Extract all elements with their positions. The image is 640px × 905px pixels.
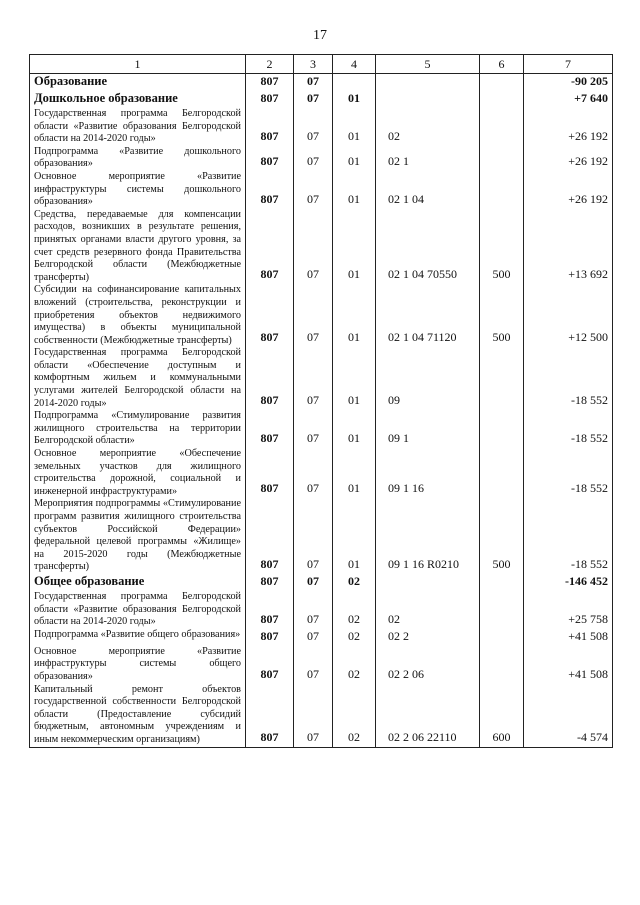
row-chapter: 807: [246, 629, 294, 646]
row-expense-type: 500: [480, 284, 524, 347]
row-target-article: 09 1 16: [376, 448, 480, 498]
row-section: 07: [294, 410, 333, 448]
page-number: 17: [313, 28, 327, 43]
row-expense-type: [480, 410, 524, 448]
budget-table: [29, 54, 613, 748]
row-amount: -18 552: [524, 498, 613, 574]
row-name: Государственная программа Белгородской области «Обеспечение доступным и комфортным жильем и коммунальными услугами жителей Белгородской области на 2014-2020 годы»: [30, 347, 246, 410]
table-row: [30, 209, 613, 285]
row-target-article: 09 1 16 R0210: [376, 498, 480, 574]
table-section-row: [30, 74, 613, 92]
row-section: 07: [294, 646, 333, 684]
table-row: [30, 108, 613, 146]
row-expense-type: [480, 171, 524, 209]
row-expense-type: [480, 574, 524, 591]
row-expense-type: [480, 646, 524, 684]
row-subsection: 02: [333, 574, 376, 591]
row-target-article: [376, 574, 480, 591]
row-chapter: 807: [246, 684, 294, 747]
row-subsection: 02: [333, 684, 376, 747]
row-name: Основное мероприятие «Развитие инфраструктуры системы общего образования»: [30, 646, 246, 684]
row-target-article: 02 1 04 70550: [376, 209, 480, 285]
row-amount: +26 192: [524, 108, 613, 146]
row-expense-type: [480, 347, 524, 410]
row-subsection: 01: [333, 498, 376, 574]
row-section: 07: [294, 108, 333, 146]
row-target-article: 02 2: [376, 629, 480, 646]
row-target-article: 02 2 06 22110: [376, 684, 480, 747]
row-name: Государственная программа Белгородской области «Развитие образования Белгородской области на 2014-2020 годы»: [30, 591, 246, 629]
row-amount: +41 508: [524, 629, 613, 646]
row-chapter: 807: [246, 74, 294, 92]
row-chapter: 807: [246, 646, 294, 684]
row-expense-type: [480, 146, 524, 171]
row-name: Дошкольное образование: [30, 91, 246, 108]
row-subsection: 01: [333, 171, 376, 209]
table-row: [30, 448, 613, 498]
row-section: 07: [294, 91, 333, 108]
row-expense-type: 600: [480, 684, 524, 747]
row-name: Подпрограмма «Развитие дошкольного образования»: [30, 146, 246, 171]
row-chapter: 807: [246, 284, 294, 347]
table-row: [30, 146, 613, 171]
row-chapter: 807: [246, 108, 294, 146]
row-chapter: 807: [246, 574, 294, 591]
header-col-7: 7: [524, 55, 613, 74]
row-target-article: 02: [376, 591, 480, 629]
header-col-1: 1: [30, 55, 246, 74]
row-amount: +12 500: [524, 284, 613, 347]
row-amount: +41 508: [524, 646, 613, 684]
table-row: [30, 684, 613, 747]
table-row: [30, 498, 613, 574]
row-target-article: 02 1 04 71120: [376, 284, 480, 347]
row-section: 07: [294, 448, 333, 498]
row-amount: -146 452: [524, 574, 613, 591]
row-chapter: 807: [246, 591, 294, 629]
row-name: Подпрограмма «Развитие общего образования»: [30, 629, 246, 646]
row-subsection: 02: [333, 591, 376, 629]
row-amount: +25 758: [524, 591, 613, 629]
row-section: 07: [294, 684, 333, 747]
row-name: Субсидии на софинансирование капитальных вложений (строительства, реконструкции и приобретения объектов недвижимого имущества) в объекты муниципальной собственности (Межбюджетные трансферты): [30, 284, 246, 347]
row-chapter: 807: [246, 146, 294, 171]
row-name: Капитальный ремонт объектов государственной собственности Белгородской области (Предоставление субсидий бюджетным, автономным учреждениям и иным некоммерческим организациям): [30, 684, 246, 747]
row-subsection: 02: [333, 646, 376, 684]
row-section: 07: [294, 74, 333, 92]
row-expense-type: 500: [480, 498, 524, 574]
table-row: [30, 410, 613, 448]
row-amount: -90 205: [524, 74, 613, 92]
table-row: [30, 629, 613, 646]
row-name: Средства, передаваемые для компенсации расходов, возникших в результате решения, принятых органами власти другого уровня, за счет средств резервного фонда Правительства Белгородской области (Межбюджетные трансферты): [30, 209, 246, 285]
row-section: 07: [294, 574, 333, 591]
row-chapter: 807: [246, 410, 294, 448]
table-row: [30, 171, 613, 209]
row-subsection: 01: [333, 91, 376, 108]
row-subsection: 01: [333, 347, 376, 410]
row-target-article: [376, 91, 480, 108]
row-section: 07: [294, 284, 333, 347]
table-row: [30, 646, 613, 684]
header-col-6: 6: [480, 55, 524, 74]
row-amount: -18 552: [524, 347, 613, 410]
row-expense-type: [480, 74, 524, 92]
row-name: Подпрограмма «Стимулирование развития жилищного строительства на территории Белгородской области»: [30, 410, 246, 448]
row-section: 07: [294, 629, 333, 646]
row-name: Государственная программа Белгородской области «Развитие образования Белгородской области на 2014-2020 годы»: [30, 108, 246, 146]
row-amount: -4 574: [524, 684, 613, 747]
row-chapter: 807: [246, 91, 294, 108]
row-target-article: 02: [376, 108, 480, 146]
row-target-article: 02 2 06: [376, 646, 480, 684]
row-expense-type: [480, 629, 524, 646]
header-col-5: 5: [376, 55, 480, 74]
row-name: Основное мероприятие «Обеспечение земельных участков для жилищного строительства дорожной, социальной и инженерной инфраструктурами»: [30, 448, 246, 498]
row-amount: +7 640: [524, 91, 613, 108]
row-section: 07: [294, 146, 333, 171]
row-expense-type: [480, 591, 524, 629]
row-amount: +26 192: [524, 146, 613, 171]
row-section: 07: [294, 209, 333, 285]
table-section-row: [30, 574, 613, 591]
row-chapter: 807: [246, 347, 294, 410]
row-name: Общее образование: [30, 574, 246, 591]
table-row: [30, 347, 613, 410]
row-target-article: [376, 74, 480, 92]
row-name: Мероприятия подпрограммы «Стимулирование программ развития жилищного строительства субъектов Российской Федерации» федеральной целевой программы «Жилище» на 2015-2020 годы (Межбюджетные трансферты): [30, 498, 246, 574]
row-section: 07: [294, 347, 333, 410]
row-amount: -18 552: [524, 410, 613, 448]
row-subsection: 01: [333, 108, 376, 146]
row-chapter: 807: [246, 171, 294, 209]
table-row: [30, 591, 613, 629]
row-amount: +26 192: [524, 171, 613, 209]
row-section: 07: [294, 171, 333, 209]
row-amount: +13 692: [524, 209, 613, 285]
table-row: [30, 284, 613, 347]
table-header-row: [30, 55, 613, 74]
row-chapter: 807: [246, 448, 294, 498]
row-amount: -18 552: [524, 448, 613, 498]
row-target-article: 02 1: [376, 146, 480, 171]
header-col-4: 4: [333, 55, 376, 74]
row-expense-type: [480, 108, 524, 146]
row-section: 07: [294, 591, 333, 629]
row-subsection: 02: [333, 629, 376, 646]
row-target-article: 09 1: [376, 410, 480, 448]
header-col-3: 3: [294, 55, 333, 74]
row-chapter: 807: [246, 498, 294, 574]
row-name: Образование: [30, 74, 246, 92]
row-expense-type: 500: [480, 209, 524, 285]
row-subsection: 01: [333, 284, 376, 347]
row-section: 07: [294, 498, 333, 574]
row-subsection: 01: [333, 410, 376, 448]
row-name: Основное мероприятие «Развитие инфраструктуры системы дошкольного образования»: [30, 171, 246, 209]
row-subsection: 01: [333, 146, 376, 171]
row-target-article: 02 1 04: [376, 171, 480, 209]
row-expense-type: [480, 91, 524, 108]
header-col-2: 2: [246, 55, 294, 74]
row-subsection: [333, 74, 376, 92]
row-subsection: 01: [333, 209, 376, 285]
row-expense-type: [480, 448, 524, 498]
row-chapter: 807: [246, 209, 294, 285]
row-subsection: 01: [333, 448, 376, 498]
table-section-row: [30, 91, 613, 108]
row-target-article: 09: [376, 347, 480, 410]
